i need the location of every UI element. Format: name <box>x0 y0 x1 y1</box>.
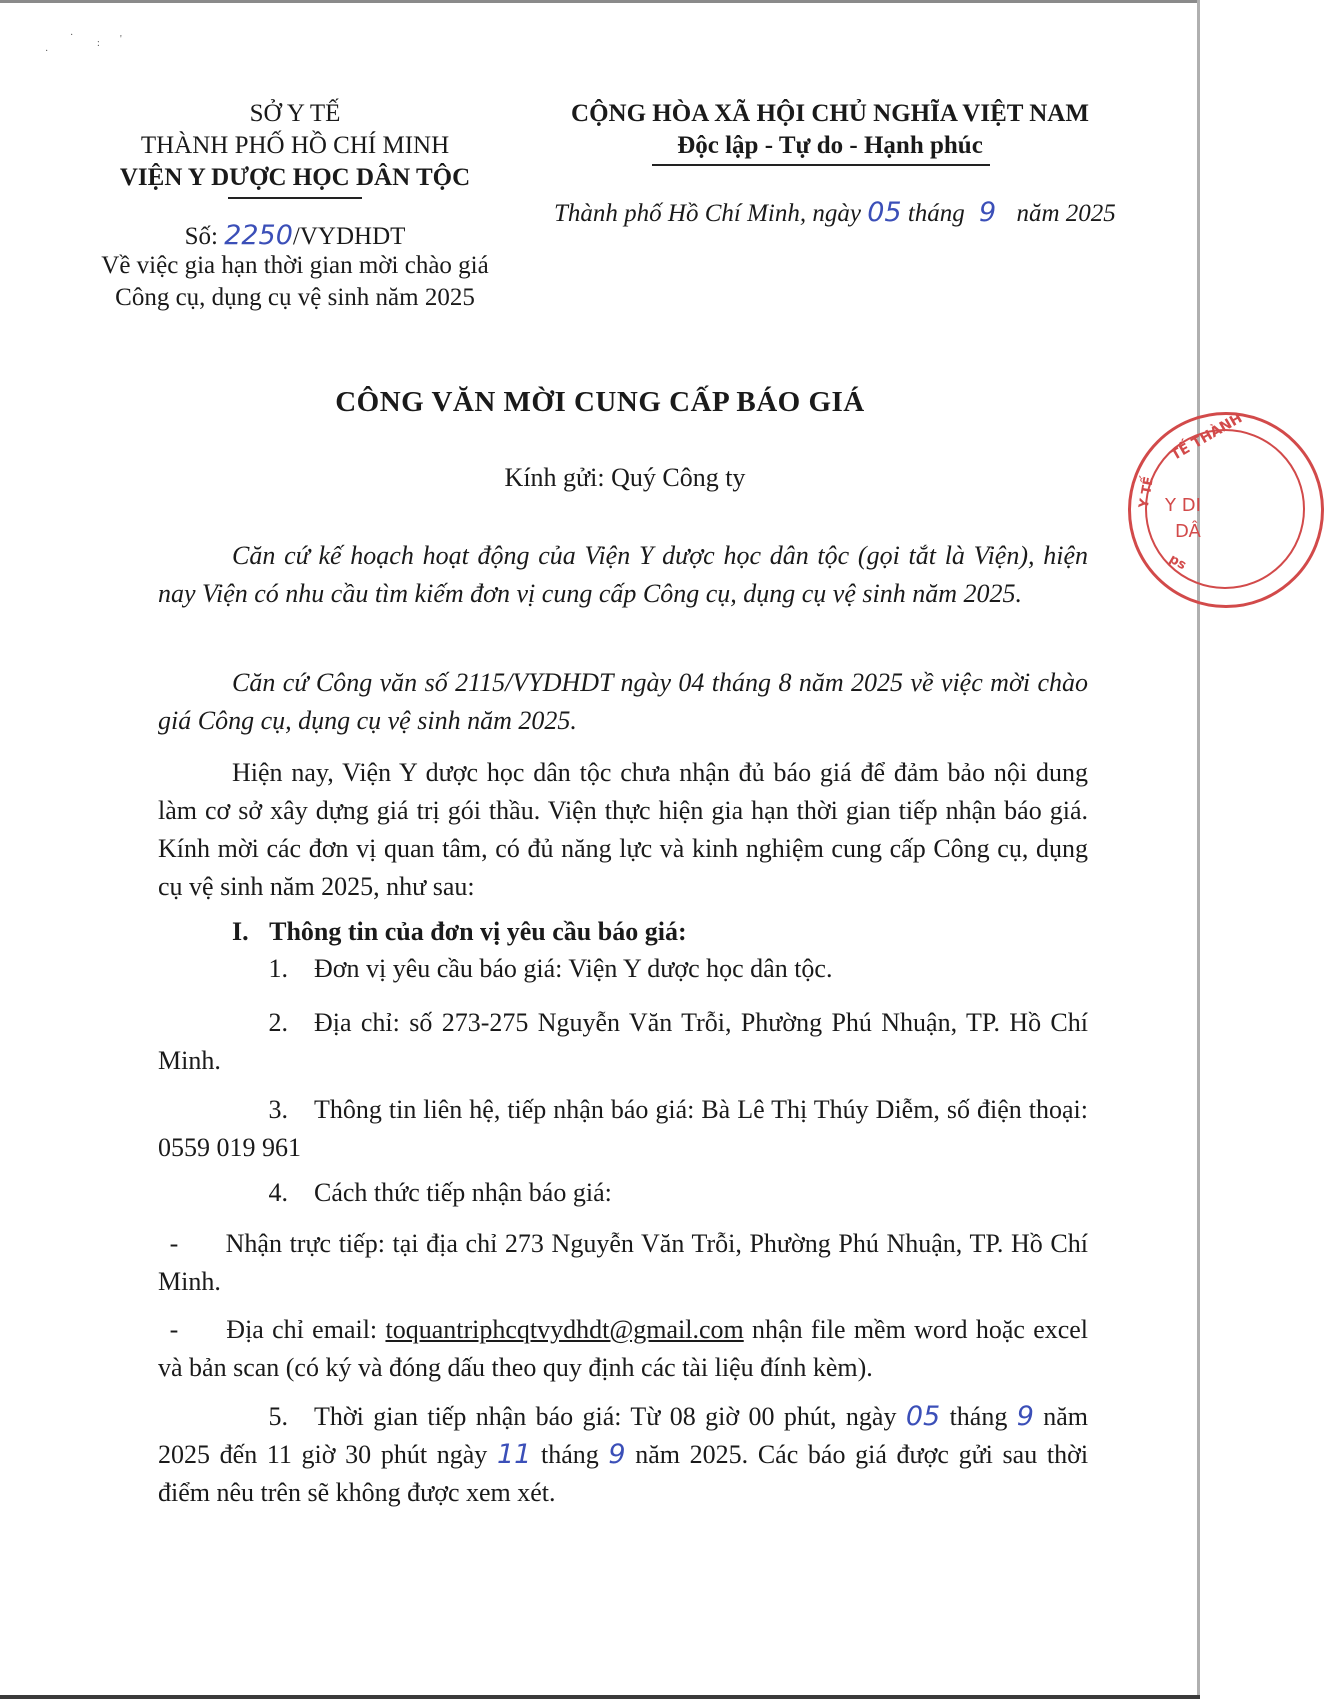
motto: Độc lập - Tự do - Hạnh phúc <box>677 132 983 159</box>
scan-speck: ' <box>120 34 122 45</box>
doc-number-suffix: /VYDHDT <box>292 223 406 250</box>
scan-speck: · <box>70 30 74 41</box>
list-item: 5. Thời gian tiếp nhận báo giá: Từ 08 giờ 00 phút, ngày 05 tháng 9 năm 2025 đến 11 giờ 30 phút ngày 11 tháng 9 năm 2025. Các báo giá được gửi sau thời điểm nêu trên sẽ không được xem xét. <box>158 1401 1089 1507</box>
document-title: CÔNG VĂN MỜI CUNG CẤP BÁO GIÁ <box>335 386 865 418</box>
date-line <box>554 197 1154 228</box>
bullet-item: - Địa chỉ email: toquantriphcqtvydhdt@gmail.com nhận file mềm word hoặc excel và bản scan (có ký và đóng dấu theo quy định các tài liệu đính kèm). <box>158 1315 1089 1382</box>
handwritten-month: 9 <box>608 1439 626 1470</box>
list-item: 4. Cách thức tiếp nhận báo giá: <box>268 1178 612 1207</box>
paragraph-extension: Hiện nay, Viện Y dược học dân tộc chưa nhận đủ báo giá để đảm bảo nội dung làm cơ sở xây dựng giá trị gói thầu. Viện thực hiện gia hạn thời gian tiếp nhận báo giá. Kính mời các đơn vị quan tâm, có đủ năng lực và kinh nghiệm cung cấp Công cụ, dụng cụ vệ sinh năm 2025, như sau: <box>158 758 1088 901</box>
date-year: năm 2025 <box>1016 200 1116 227</box>
list-item: 1. Đơn vị yêu cầu báo giá: Viện Y dược học dân tộc. <box>268 954 833 983</box>
city-line: THÀNH PHỐ HỒ CHÍ MINH <box>140 132 450 159</box>
official-seal: TẾ THÀNH Y TẾ Y DI DÂ ps <box>1128 412 1324 608</box>
section-1-heading <box>232 917 687 947</box>
agency-underline <box>228 197 362 199</box>
greeting: Kính gửi: Quý Công ty <box>504 463 746 492</box>
ministry-line: SỞ Y TẾ <box>249 100 341 127</box>
agency-name: VIỆN Y DƯỢC HỌC DÂN TỘC <box>119 164 471 191</box>
doc-number-prefix: Số: <box>184 223 218 250</box>
paragraph-basis-dispatch: Căn cứ Công văn số 2115/VYDHDT ngày 04 tháng 8 năm 2025 về việc mời chào giá Công cụ, dụng cụ vệ sinh năm 2025. <box>158 668 1088 735</box>
subject-line-2: Công cụ, dụng cụ vệ sinh năm 2025 <box>115 284 475 311</box>
list-item: 3. Thông tin liên hệ, tiếp nhận báo giá: Bà Lê Thị Thúy Diễm, số điện thoại: 0559 019 961 <box>158 1095 1088 1162</box>
handwritten-day: 05 <box>905 1401 941 1432</box>
handwritten-doc-number: 2250 <box>224 220 293 251</box>
page-border-right <box>1197 0 1200 1699</box>
handwritten-day: 11 <box>496 1439 532 1470</box>
subject-line-1: Về việc gia hạn thời gian mời chào giá <box>101 252 489 279</box>
document-number <box>100 220 490 253</box>
country-name: CỘNG HÒA XÃ HỘI CHỦ NGHĨA VIỆT NAM <box>571 100 1089 127</box>
handwritten-month: 9 <box>1016 1401 1034 1432</box>
paragraph-basis-plan: Căn cứ kế hoạch hoạt động của Viện Y dược học dân tộc (gọi tắt là Viện), hiện nay Viện có nhu cầu tìm kiếm đơn vị cung cấp Công cụ, dụng cụ vệ sinh năm 2025. <box>158 541 1088 608</box>
page-border-top <box>0 0 1200 3</box>
stamp-clip <box>1128 410 1246 602</box>
issuing-agency-block <box>100 98 490 194</box>
handwritten-day: 05 <box>867 197 902 228</box>
date-month-word: tháng <box>907 200 965 227</box>
motto-underline <box>652 164 990 166</box>
handwritten-month: 9 <box>979 197 997 228</box>
page-border-bottom <box>0 1695 1200 1699</box>
email-link[interactable]: toquantriphcqtvydhdt@gmail.com <box>385 1315 744 1344</box>
list-item: 2. Địa chỉ: số 273-275 Nguyễn Văn Trỗi, Phường Phú Nhuận, TP. Hồ Chí Minh. <box>158 1008 1088 1075</box>
date-prefix: Thành phố Hồ Chí Minh, ngày <box>554 200 861 227</box>
scan-speck: · <box>45 46 49 57</box>
section-title: Thông tin của đơn vị yêu cầu báo giá: <box>269 917 687 946</box>
national-motto-block <box>540 98 1120 162</box>
section-number: I. <box>232 917 249 946</box>
subject-block <box>100 250 490 314</box>
bullet-item: - Nhận trực tiếp: tại địa chỉ 273 Nguyễn Văn Trỗi, Phường Phú Nhuận, TP. Hồ Chí Minh. <box>158 1229 1088 1296</box>
scan-speck: : <box>97 38 100 49</box>
